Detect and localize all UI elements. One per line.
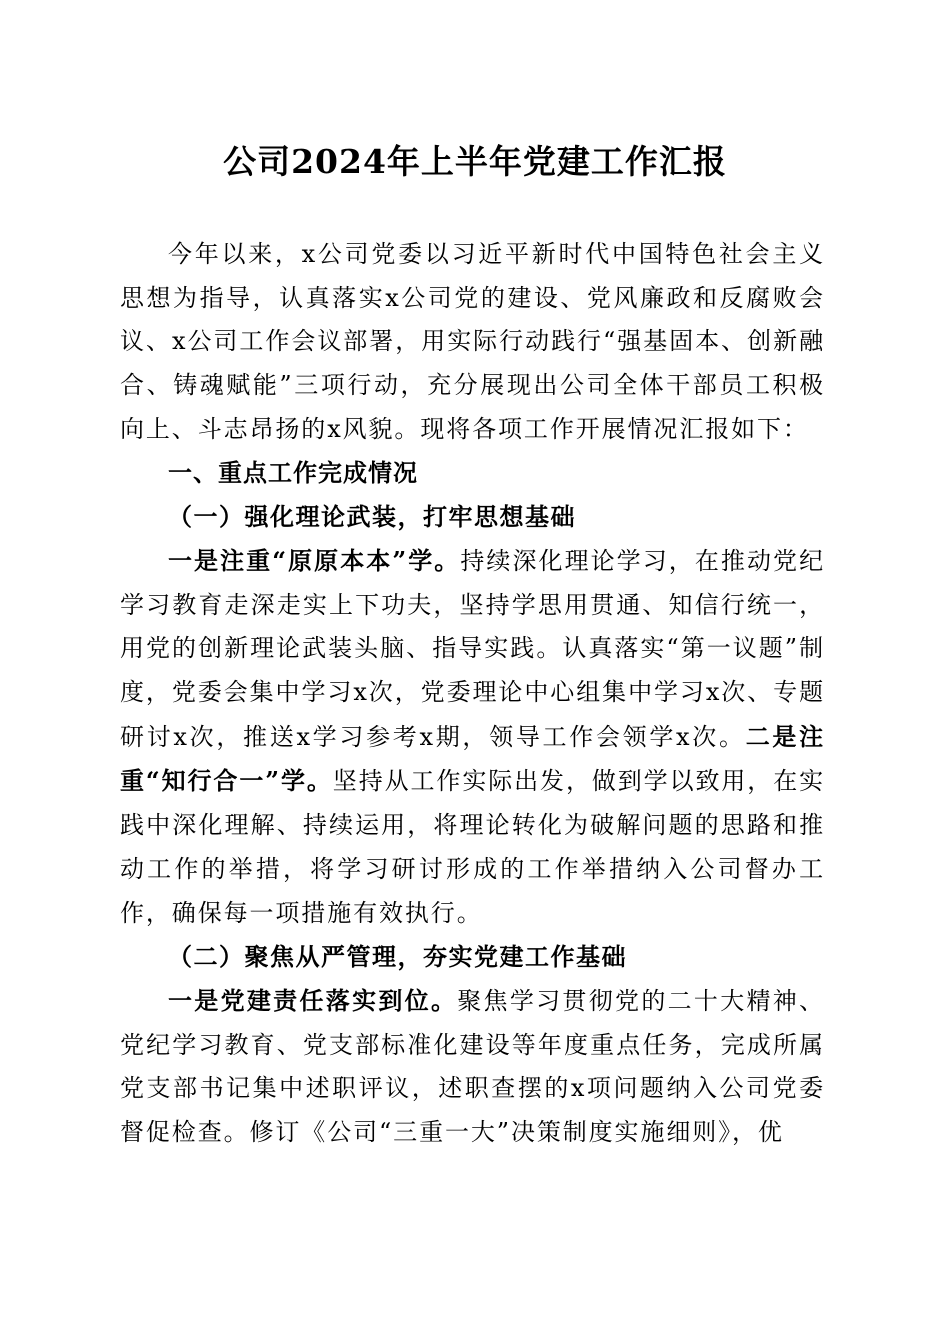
point-lead: 二是注重“知行合一”学。 [120, 721, 826, 796]
document-body [120, 233, 825, 1155]
point-body: 聚焦学习贯彻党的二十大精神、党纪学习教育、党支部标准化建设等年度重点任务，完成所属党支部书记集中述职评议，述职查摆的x项问题纳入公司党委督促检查。修订《公司“三重一大”决策制度实施细则》，优 [120, 986, 825, 1147]
paragraph-study [120, 539, 825, 935]
document-title: 公司2024年上半年党建工作汇报 [223, 142, 727, 181]
point-lead: 一是党建责任落实到位。 [168, 985, 458, 1015]
section-heading: 一、重点工作完成情况 [168, 458, 418, 487]
subsection-heading-2: （二）聚焦从严管理，夯实党建工作基础 [168, 942, 627, 972]
subsection-heading-1: （一）强化理论武装，打牢思想基础 [168, 502, 576, 532]
intro-paragraph: 今年以来，x公司党委以习近平新时代中国特色社会主义思想为指导，认真落实x公司党的建设、党风廉政和反腐败会议、x公司工作会议部署，用实际行动践行“强基固本、创新融合、铸魂赋能”三项行动，充分展现出公司全体干部员工积极向上、斗志昂扬的x风貌。现将各项工作开展情况汇报如下： [120, 240, 825, 443]
paragraph-responsibility [120, 979, 825, 1155]
point-lead: 一是注重“原原本本”学。 [168, 545, 461, 575]
point-body: 坚持从工作实际出发，做到学以致用，在实践中深化理解、持续运用，将理论转化为破解问题的思路和推动工作的举措，将学习研讨形成的工作举措纳入公司督办工作，确保每一项措施有效执行。 [120, 767, 825, 927]
point-body: 持续深化理论学习，在推动党纪学习教育走深走实上下功夫，坚持学思用贯通、知信行统一，用党的创新理论武装头脑、指导实践。认真落实“第一议题”制度，党委会集中学习x次，党委理论中心组集中学习x次、专题研讨x次，推送x学习参考x期，领导工作会领学x次。 [120, 546, 825, 751]
